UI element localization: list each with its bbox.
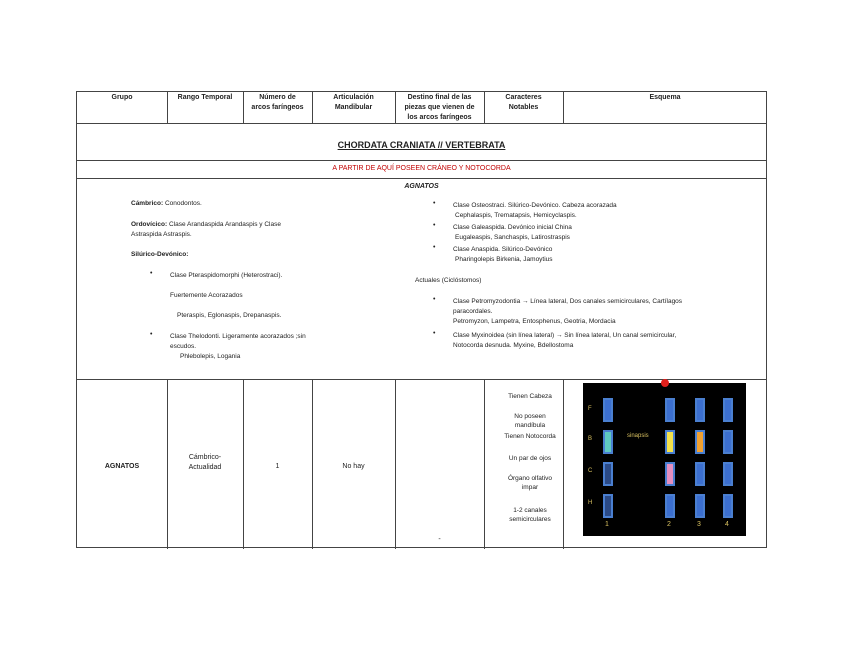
bullet-icon: • (433, 296, 436, 303)
schema-row-label: B (588, 436, 593, 442)
thelodonti-line1: Clase Thelodonti. Ligeramente acorazados ;sin (170, 333, 306, 340)
feature-item: Tienen Notocorda (504, 433, 556, 440)
cambrico-line (131, 199, 202, 209)
thelodonti-line2: escudos. (170, 343, 197, 350)
header-divider (77, 123, 766, 124)
ordovicico-text-2: Astraspida Astraspis. (131, 231, 192, 238)
feature-item: Un par de ojos (508, 455, 552, 462)
osteostraci-line2: Cephalaspis, Trematapsis, Hemicyclaspis. (455, 212, 577, 219)
petromyzodontia-line3: Petromyzon, Lampetra, Entosphenus, Geotria, Mordacia (453, 318, 616, 325)
bullet-icon: • (433, 330, 436, 337)
schema-row-label: H (588, 500, 593, 506)
arch-block-blue (665, 494, 675, 518)
title-divider (77, 160, 766, 161)
petromyzodontia-line1: Clase Petromyzodontia → Línea lateral, Dos canales semicirculares, Cartílagos (453, 298, 683, 305)
schema-col-number: 1 (605, 521, 609, 528)
pteraspidomorphi-text: Clase Pteraspidomorphi (Heterostraci). (170, 272, 283, 279)
arch-block-blue (723, 398, 733, 422)
galeaspida-line2: Eugaleaspis, Sanchaspis, Latirostraspis (455, 234, 570, 241)
synapsis-label: sinapsis (627, 433, 649, 439)
thelodonti-line3: Phlebolepis, Logania (180, 353, 241, 360)
anaspida-line1: Clase Anaspida. Silúrico-Devónico (453, 246, 553, 253)
actuales-heading: Actuales (Ciclóstomos) (415, 277, 482, 284)
arch-block-blue (695, 398, 705, 422)
arch-block-blue (723, 462, 733, 486)
page-title: CHORDATA CRANIATA // VERTEBRATA (337, 140, 506, 150)
silurico-label (131, 250, 188, 260)
arch-block-orange (695, 430, 705, 454)
arch-block-blue (723, 494, 733, 518)
arch-block-navy (603, 494, 613, 518)
schema-row-label: C (588, 468, 593, 474)
header-numero: Número de arcos faríngeos (251, 94, 304, 111)
red-dot-icon (661, 379, 669, 387)
myxinoidea-line1: Clase Myxinoidea (sin línea lateral) → Sin línea lateral, Un canal semicircular, (453, 332, 677, 339)
bullet-icon: • (433, 244, 436, 251)
schema-diagram (583, 383, 746, 536)
anaspida-line2: Pharingolepis Birkenia, Jamoytius (455, 256, 553, 263)
schema-col-number: 3 (697, 521, 701, 528)
arch-block-blue (695, 494, 705, 518)
header-destino: Destino final de las piezas que vienen de los arcos faríngeos (404, 94, 475, 121)
ordovicico-line (131, 220, 281, 230)
bullet-icon: • (433, 222, 436, 229)
row-grupo: AGNATOS (104, 463, 140, 470)
row-rango-line2: Actualidad (188, 464, 222, 471)
header-rango: Rango Temporal (177, 94, 233, 101)
ordovicico-label: Ordovícico: (131, 221, 168, 228)
header-caracteres: Caracteres Notables (505, 94, 542, 111)
bullet-icon: • (433, 200, 436, 207)
row-destino: - (438, 536, 441, 543)
arch-block-blue (695, 462, 705, 486)
bullet-icon: • (150, 331, 153, 338)
page-subtitle: A PARTIR DE AQUÍ POSEEN CRÁNEO Y NOTOCORDA (332, 165, 511, 172)
arch-block-yellow (665, 430, 675, 454)
pteraspidomorphi-sub2: Pteraspis, Eglonaspis, Drepanaspis. (177, 312, 282, 319)
feature-item: Tienen Cabeza (508, 393, 552, 400)
row-rango (167, 453, 243, 473)
cambrico-label: Cámbrico: (131, 200, 164, 207)
feature-item: No poseen mandíbula (514, 413, 546, 429)
schema-col-number: 4 (725, 521, 729, 528)
bullet-icon: • (150, 270, 153, 277)
arch-block-pink (665, 462, 675, 486)
feature-item: 1-2 canales semicirculares (509, 507, 551, 523)
col-divider (484, 379, 485, 549)
myxinoidea-line2: Notocorda desnuda. Myxine, Bdellostoma (453, 342, 574, 349)
arch-block-teal (603, 430, 613, 454)
row-articulacion: No hay (342, 463, 365, 470)
arch-block-blue (665, 398, 675, 422)
silurico-label-text: Silúrico-Devónico: (131, 251, 189, 258)
row-numero: 1 (275, 463, 280, 470)
schema-col-number: 2 (667, 521, 671, 528)
schema-row-label: F (588, 406, 592, 412)
subtitle-divider (77, 178, 766, 179)
header-esquema: Esquema (649, 94, 681, 101)
pteraspidomorphi-sub1: Fuertemente Acorazados (170, 292, 243, 299)
cambrico-text: Conodontos. (164, 200, 202, 207)
header-articulacion: Articulación Mandibular (333, 94, 374, 111)
ordovicico-text: Clase Arandaspida Arandaspis y Clase (168, 221, 281, 228)
osteostraci-line1: Clase Osteostraci. Silúrico-Devónico. Cabeza acorazada (453, 202, 617, 209)
arch-block-navy (603, 462, 613, 486)
feature-item: Órgano olfativo impar (507, 475, 553, 491)
row-rango-line1: Cámbrico- (188, 454, 222, 461)
section-heading: AGNATOS (404, 183, 439, 190)
header-grupo: Grupo (111, 94, 133, 101)
arch-block-blue (603, 398, 613, 422)
arch-block-blue (723, 430, 733, 454)
petromyzodontia-line2: paracordales. (453, 308, 493, 315)
col-divider (395, 379, 396, 549)
galeaspida-line1: Clase Galeaspida. Devónico inicial China (453, 224, 572, 231)
